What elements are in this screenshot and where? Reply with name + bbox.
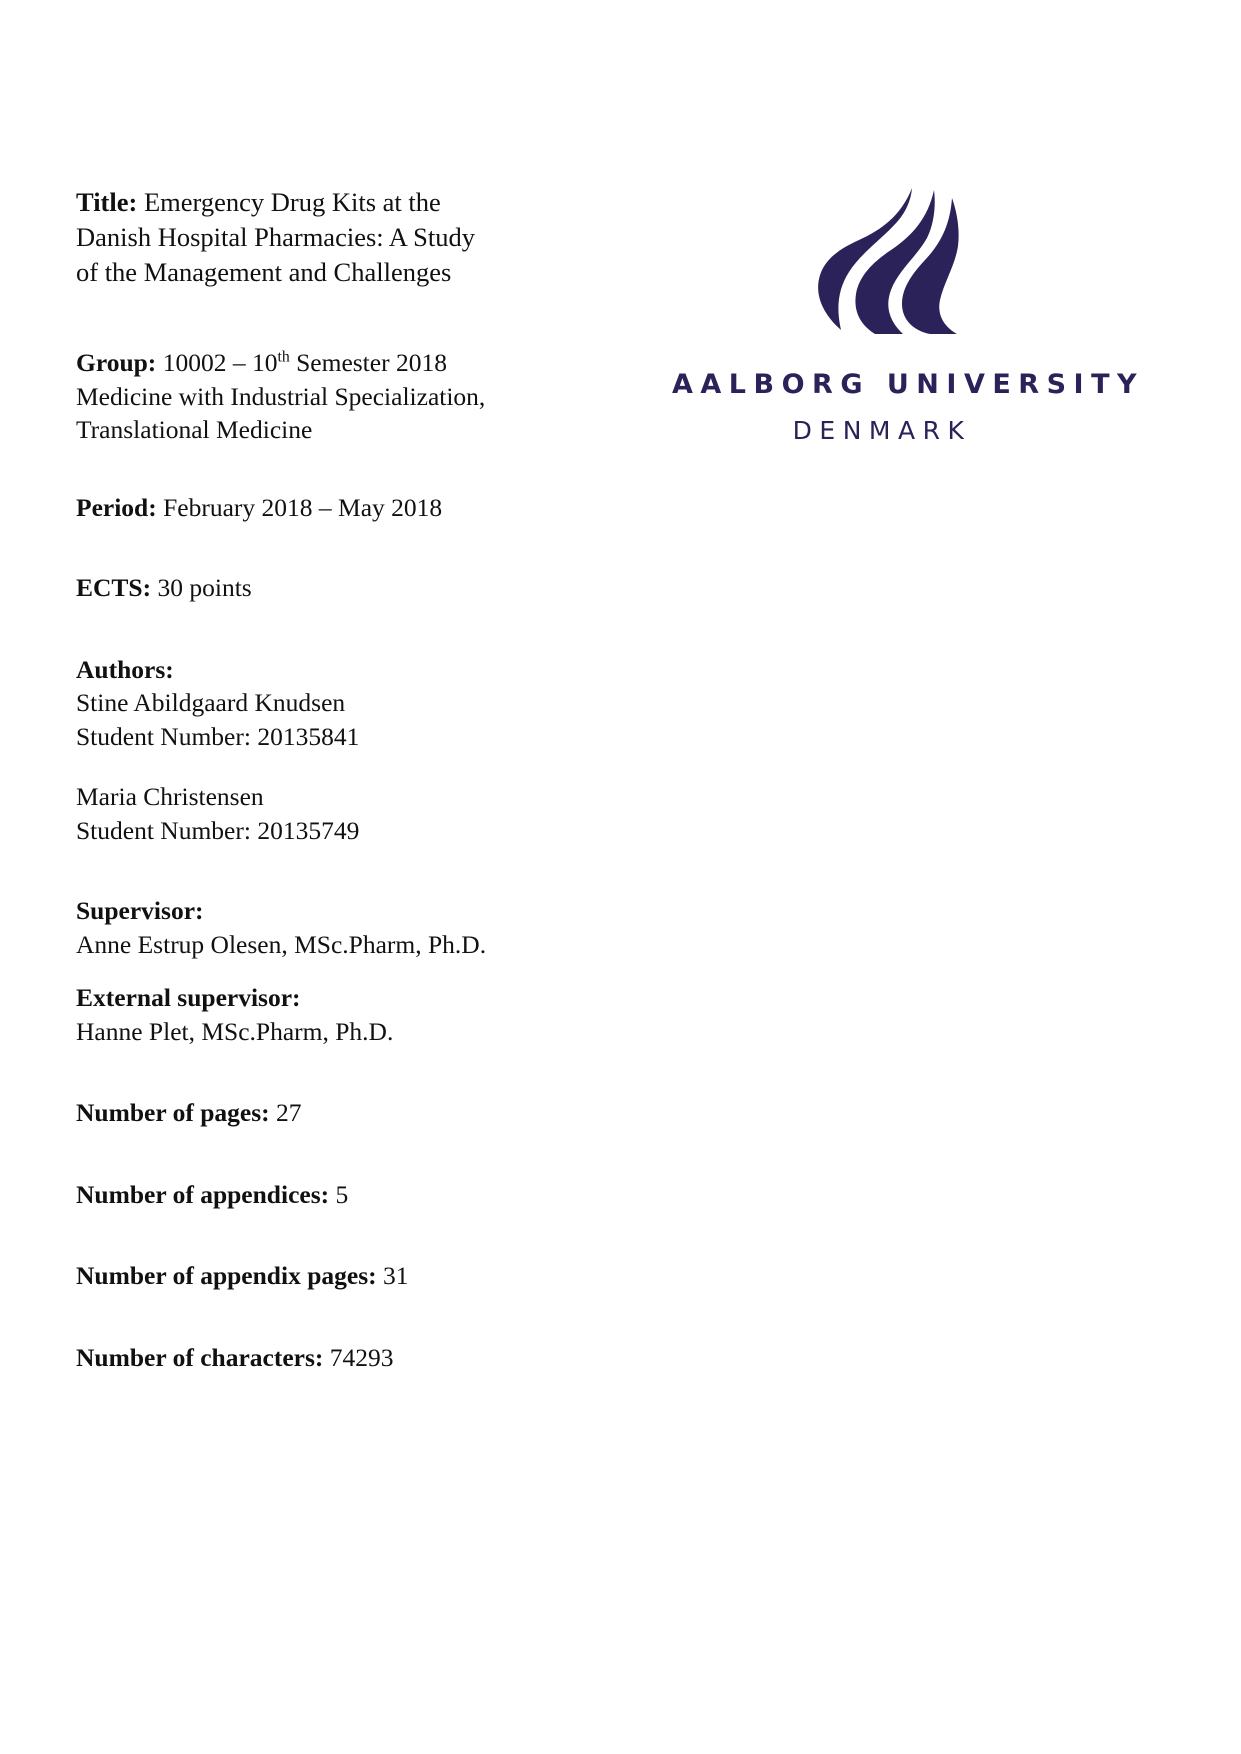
ects-value: 30 points xyxy=(157,573,252,602)
statistic-number-of-appendices xyxy=(76,1178,546,1212)
ects-block xyxy=(76,571,546,605)
semester-ordinal-suffix: th xyxy=(277,348,290,366)
period-label: Period: xyxy=(76,492,157,522)
period-line xyxy=(76,491,546,525)
programme-line-2: Translational Medicine xyxy=(76,415,313,444)
statistic-number-of-characters xyxy=(76,1341,546,1375)
statistic-value: 5 xyxy=(335,1179,349,1209)
spacer-after-period xyxy=(76,524,546,571)
statistic-line xyxy=(76,1178,546,1212)
supervisor-label: Supervisor: xyxy=(76,896,204,925)
statistic-line xyxy=(76,1341,546,1375)
group-dash: – xyxy=(226,348,252,377)
period-block xyxy=(76,491,546,525)
statistic-label: Number of characters: xyxy=(76,1342,324,1372)
programme-line-1: Medicine with Industrial Specialization, xyxy=(76,381,486,411)
statistic-value: 27 xyxy=(275,1098,302,1127)
ects-line xyxy=(76,571,546,605)
statistic-value: 31 xyxy=(382,1261,409,1290)
spacer-after-ects xyxy=(76,605,546,653)
spacer-after-external-supervisor xyxy=(76,1048,546,1096)
ects-label: ECTS: xyxy=(76,573,152,602)
spacer-after-authors xyxy=(76,847,546,894)
author-name-1: Stine Abildgaard Knudsen xyxy=(76,688,346,717)
aalborg-university-logo xyxy=(672,186,1145,445)
semester-number: 10 xyxy=(251,348,278,377)
title-block xyxy=(76,185,546,290)
external-supervisor-block xyxy=(76,981,546,1048)
group-block xyxy=(76,346,546,447)
logo-subtitle-denmark: DENMARK xyxy=(792,416,972,445)
title-text-line-1: Emergency Drug Kits at the xyxy=(143,187,441,217)
title-line-2: Danish Hospital Pharmacies: A Study xyxy=(76,222,475,252)
statistic-line xyxy=(76,1096,546,1130)
spacer-statistics-1 xyxy=(76,1130,546,1178)
statistic-label: Number of pages: xyxy=(76,1098,270,1127)
title-label: Title: xyxy=(76,187,138,217)
authors-label: Authors: xyxy=(76,654,174,684)
logo-wordmark: AALBORG UNIVERSITY xyxy=(672,369,1145,400)
statistic-value: 74293 xyxy=(329,1342,394,1372)
statistic-number-of-appendix-pages xyxy=(76,1259,546,1293)
period-value: February 2018 – May 2018 xyxy=(163,492,443,522)
author-student-number-2: Student Number: 20135749 xyxy=(76,815,360,845)
aalborg-university-flame-icon xyxy=(797,186,967,334)
statistic-label: Number of appendices: xyxy=(76,1179,330,1209)
author-student-number-1: Student Number: 20135841 xyxy=(76,721,360,751)
external-supervisor-name: Hanne Plet, MSc.Pharm, Ph.D. xyxy=(76,1016,394,1046)
external-supervisor-label: External supervisor: xyxy=(76,983,301,1012)
spacer-statistics-2 xyxy=(76,1211,546,1259)
statistic-label: Number of appendix pages: xyxy=(76,1261,377,1290)
semester-rest: Semester 2018 xyxy=(289,348,447,377)
spacer-statistics-3 xyxy=(76,1293,546,1341)
title-page-info-column xyxy=(76,185,546,1374)
spacer-between-authors xyxy=(76,753,546,780)
group-number: 10002 xyxy=(162,348,227,377)
supervisor-name: Anne Estrup Olesen, MSc.Pharm, Ph.D. xyxy=(76,929,487,959)
group-line xyxy=(76,346,546,380)
spacer-after-supervisor xyxy=(76,961,546,981)
group-label: Group: xyxy=(76,348,157,377)
statistic-number-of-pages xyxy=(76,1096,546,1130)
spacer-after-group xyxy=(76,447,546,491)
author-name-2: Maria Christensen xyxy=(76,782,264,811)
statistic-line xyxy=(76,1259,546,1293)
supervisor-block xyxy=(76,894,546,961)
spacer-after-title xyxy=(76,290,546,346)
title-line-3: of the Management and Challenges xyxy=(76,257,452,287)
title-line-1 xyxy=(76,185,546,220)
authors-block xyxy=(76,653,546,848)
